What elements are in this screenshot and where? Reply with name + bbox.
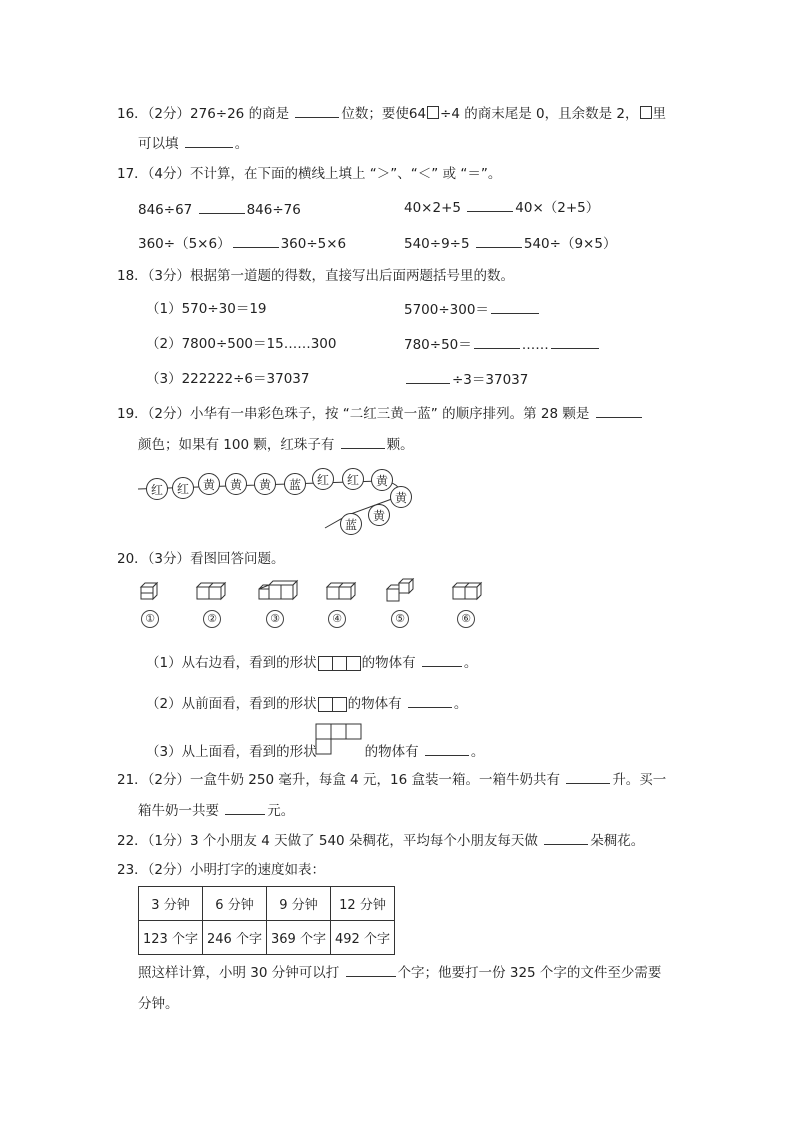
q19-blank-color[interactable] (596, 403, 642, 418)
figure-label-2: ② (203, 610, 221, 628)
q20-blank-1[interactable] (422, 652, 462, 667)
table-cell: 246 个字 (203, 921, 267, 955)
q17-item-2-right: 40×（2+5） (515, 200, 600, 216)
table-cell: 6 分钟 (203, 887, 267, 921)
typing-speed-table (138, 886, 395, 955)
q19-text-c: 颗。 (386, 437, 414, 453)
q16-text-d: 里 (652, 106, 666, 122)
q18-r1-b (404, 299, 541, 320)
bead-4: 黄 (225, 473, 247, 495)
shape-row2-icon (318, 697, 347, 718)
q17-item-3 (138, 233, 346, 254)
q23-text-a: 照这样计算，小明 30 分钟可以打 (138, 965, 344, 981)
q20-s2-text-a: （2）从前面看，看到的形状 (146, 696, 317, 712)
table-cell: 369 个字 (267, 921, 331, 955)
q23-blank-words[interactable] (346, 962, 396, 977)
bead-6: 蓝 (284, 473, 306, 495)
bead-9: 黄 (371, 469, 393, 491)
q17-blank-1[interactable] (199, 199, 245, 214)
figure-label-5: ⑤ (391, 610, 409, 628)
q21-blank-price[interactable] (225, 800, 265, 815)
q17-item-2-left: 40×2+5 (404, 200, 466, 216)
q20-blank-3[interactable] (425, 741, 469, 756)
q18-r1-a: （1）570÷30＝19 (146, 301, 267, 317)
q23-line1 (138, 962, 661, 983)
bead-8: 红 (342, 468, 364, 490)
q20-title: 20．（3分）看图回答问题。 (117, 551, 285, 567)
q18-r2-dots: …… (521, 337, 549, 353)
q18-r1-b-text: 5700÷300＝ (404, 302, 489, 318)
q21-text-d: 元。 (267, 803, 295, 819)
table-cell: 12 分钟 (331, 887, 395, 921)
figure-label-3: ③ (266, 610, 284, 628)
q20-blank-2[interactable] (408, 693, 452, 708)
q19-line2 (138, 434, 414, 455)
bead-3: 黄 (198, 473, 220, 495)
q20-s1-text-c: 。 (463, 655, 478, 671)
q23-line2: 分钟。 (138, 996, 179, 1012)
q17-item-1-right: 846÷76 (246, 202, 301, 218)
q16-line2 (138, 133, 248, 154)
q20-s2 (146, 693, 467, 718)
q20-s3-text-c: 。 (470, 744, 485, 760)
q17-blank-3[interactable] (233, 233, 279, 248)
bead-7: 红 (312, 468, 334, 490)
q20-s1-text-b: 的物体有 (361, 655, 420, 671)
cube-figure-6 (453, 583, 481, 599)
table-cell: 492 个字 (331, 921, 395, 955)
q21-line1 (117, 769, 666, 790)
cube-figures (135, 578, 495, 604)
q21-blank-liters[interactable] (566, 769, 610, 784)
q21-line2 (138, 800, 294, 821)
table-cell: 123 个字 (139, 921, 203, 955)
q17-blank-4[interactable] (476, 233, 522, 248)
q16-text-b: 位数；要使64 (341, 106, 427, 122)
q23-title: 23．（2分）小明打字的速度如表： (117, 862, 326, 878)
q16-text-c: ÷4 的商末尾是 0，且余数是 2， (440, 106, 639, 122)
q18-r3-b (404, 369, 528, 390)
q19-text-a: 19．（2分）小华有一串彩色珠子，按 “二红三黄一蓝” 的顺序排列。第 28 颗是 (117, 406, 594, 422)
q17-item-3-right: 360÷5×6 (280, 236, 347, 252)
q18-r2-b-text: 780÷50＝ (404, 337, 472, 353)
table-cell: 3 分钟 (139, 887, 203, 921)
q16-text-a: 16．（2分）276÷26 的商是 (117, 106, 294, 122)
q22-line1 (117, 830, 644, 851)
q16-line1 (117, 103, 666, 124)
q18-blank-1[interactable] (491, 299, 539, 314)
q19-text-b: 颜色；如果有 100 颗，红珠子有 (138, 437, 339, 453)
bead-11: 黄 (368, 504, 390, 526)
q20-s2-text-b: 的物体有 (347, 696, 406, 712)
q21-text-b: 升。买一 (612, 772, 667, 788)
q16-blank-fill[interactable] (185, 133, 233, 148)
q20-s2-text-c: 。 (453, 696, 468, 712)
q20-s1 (146, 652, 477, 677)
cube-figure-1 (141, 583, 157, 599)
shape-L-icon (315, 723, 363, 759)
q23-text-b: 个字；他要打一份 325 个字的文件至少需要 (397, 965, 662, 981)
q16-blank-digits[interactable] (295, 103, 339, 118)
bead-5: 黄 (254, 473, 276, 495)
q18-title: 18．（3分）根据第一道题的得数，直接写出后面两题括号里的数。 (117, 268, 515, 284)
cube-figure-5 (387, 579, 413, 601)
q17-item-4 (404, 233, 616, 254)
bead-12: 蓝 (340, 513, 362, 535)
q17-item-1 (138, 199, 301, 220)
q16-text-f: 。 (234, 136, 249, 152)
q19-blank-count[interactable] (341, 434, 385, 449)
cube-figure-3 (259, 581, 297, 599)
q18-blank-3[interactable] (551, 334, 599, 349)
q18-r3-b-text: ÷3＝37037 (452, 372, 529, 388)
q17-item-4-left: 540÷9÷5 (404, 236, 474, 252)
q18-blank-2[interactable] (474, 334, 520, 349)
q18-r2-b (404, 334, 601, 355)
q20-s1-text-a: （1）从右边看，看到的形状 (146, 655, 317, 671)
q17-item-3-left: 360÷（5×6） (138, 236, 231, 252)
q17-item-2 (404, 197, 599, 218)
q18-blank-4[interactable] (406, 369, 450, 384)
table-row (139, 921, 395, 955)
bead-10: 黄 (390, 486, 412, 508)
q18-r3-a: （3）222222÷6＝37037 (146, 371, 310, 387)
shape-row3-icon (318, 656, 361, 677)
q16-box-icon-2 (640, 106, 652, 119)
table-cell: 9 分钟 (267, 887, 331, 921)
q16-text-e: 可以填 (138, 136, 183, 152)
q17-title: 17．（4分）不计算，在下面的横线上填上 “＞”、“＜” 或 “＝”。 (117, 166, 502, 182)
q16-box-icon (427, 106, 439, 119)
q17-item-4-right: 540÷（9×5） (523, 236, 617, 252)
bead-1: 红 (146, 478, 168, 500)
cube-figure-4 (327, 583, 355, 599)
figure-label-6: ⑥ (457, 610, 475, 628)
table-row (139, 887, 395, 921)
q22-text-b: 朵稠花。 (590, 833, 645, 849)
q22-blank[interactable] (544, 830, 588, 845)
q17-item-1-left: 846÷67 (138, 202, 197, 218)
cube-figure-2 (197, 583, 225, 599)
q17-blank-2[interactable] (467, 197, 513, 212)
q20-s3-text-b: 的物体有 (364, 744, 423, 760)
q21-text-a: 21．（2分）一盒牛奶 250 毫升，每盒 4 元，16 盒装一箱。一箱牛奶共有 (117, 772, 565, 788)
q18-r2-a: （2）7800÷500＝15……300 (146, 336, 337, 352)
q20-s3-text-a: （3）从上面看，看到的形状 (146, 744, 317, 760)
bead-2: 红 (172, 477, 194, 499)
q19-line1 (117, 403, 644, 424)
figure-label-4: ④ (328, 610, 346, 628)
figure-label-1: ① (141, 610, 159, 628)
q22-text-a: 22．（1分）3 个小朋友 4 天做了 540 朵稠花，平均每个小朋友每天做 (117, 833, 543, 849)
q21-text-c: 箱牛奶一共要 (138, 803, 224, 819)
